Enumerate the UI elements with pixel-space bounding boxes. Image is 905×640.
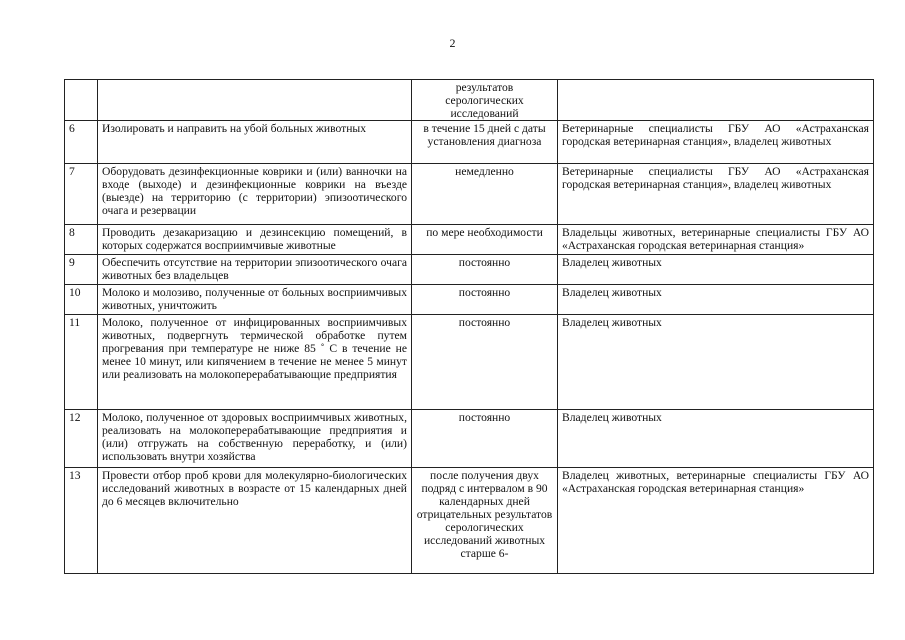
table-row — [65, 80, 874, 121]
measure-text: Молоко, полученное от здоровых восприимчивых животных, реализовать на молокоперерабатывающие предприятия и (или) отгружать на собственную переработку, и (или) использовать внутри хозяйства — [98, 410, 412, 468]
page-number: 2 — [449, 36, 456, 50]
term-text: результатов серологических исследований — [412, 80, 558, 121]
measure-text: Оборудовать дезинфекционные коврики и (или) ванночки на входе (выходе) и дезинфекционные коврики на въезде (выезде) на территорию (с территории) эпизоотического очага и резервации — [98, 164, 412, 225]
term-text: после получения двух подряд с интервалом в 90 календарных дней отрицательных результатов серологических исследований животных старше 6- — [412, 468, 558, 574]
table-row — [65, 225, 874, 255]
term-text: постоянно — [412, 255, 558, 285]
measure-text: Проводить дезакаризацию и дезинсекцию помещений, в которых содержатся восприимчивые животные — [98, 225, 412, 255]
responsible-text — [558, 80, 874, 121]
term-text: постоянно — [412, 315, 558, 410]
responsible-text: Ветеринарные специалисты ГБУ АО «Астраханская городская ветеринарная станция», владелец животных — [558, 121, 874, 164]
responsible-text: Владелец животных — [558, 410, 874, 468]
table-row — [65, 468, 874, 574]
measure-text: Обеспечить отсутствие на территории эпизоотического очага животных без владельцев — [98, 255, 412, 285]
measure-text: Изолировать и направить на убой больных животных — [98, 121, 412, 164]
responsible-text: Владельцы животных, ветеринарные специалисты ГБУ АО «Астраханская городская ветеринарная станция» — [558, 225, 874, 255]
row-number: 13 — [65, 468, 98, 574]
row-number: 9 — [65, 255, 98, 285]
responsible-text: Владелец животных — [558, 315, 874, 410]
row-number: 10 — [65, 285, 98, 315]
row-number: 6 — [65, 121, 98, 164]
term-text: постоянно — [412, 410, 558, 468]
term-text: постоянно — [412, 285, 558, 315]
table-row — [65, 164, 874, 225]
row-number: 12 — [65, 410, 98, 468]
responsible-text: Владелец животных — [558, 255, 874, 285]
responsible-text: Владелец животных — [558, 285, 874, 315]
table-row — [65, 410, 874, 468]
responsible-text: Владелец животных, ветеринарные специалисты ГБУ АО «Астраханская городская ветеринарная станция» — [558, 468, 874, 574]
term-text: немедленно — [412, 164, 558, 225]
measure-text — [98, 80, 412, 121]
table-row — [65, 121, 874, 164]
measures-table — [64, 79, 874, 574]
measure-text: Провести отбор проб крови для молекулярно-биологических исследований животных в возрасте от 15 календарных дней до 6 месяцев включительно — [98, 468, 412, 574]
term-text: в течение 15 дней с даты установления диагноза — [412, 121, 558, 164]
measure-text: Молоко и молозиво, полученные от больных восприимчивых животных, уничтожить — [98, 285, 412, 315]
measure-text: Молоко, полученное от инфицированных восприимчивых животных, подвергнуть термической обработке путем прогревания при температуре не ниже 85 ˚ С в течение не менее 10 минут, или кипячением в течение не менее 5 минут или реализовать на молокоперерабатывающие предприятия — [98, 315, 412, 410]
responsible-text: Ветеринарные специалисты ГБУ АО «Астраханская городская ветеринарная станция», владелец животных — [558, 164, 874, 225]
row-number — [65, 80, 98, 121]
table-row — [65, 255, 874, 285]
row-number: 8 — [65, 225, 98, 255]
table-row — [65, 285, 874, 315]
table-row — [65, 315, 874, 410]
term-text: по мере необходимости — [412, 225, 558, 255]
row-number: 7 — [65, 164, 98, 225]
row-number: 11 — [65, 315, 98, 410]
